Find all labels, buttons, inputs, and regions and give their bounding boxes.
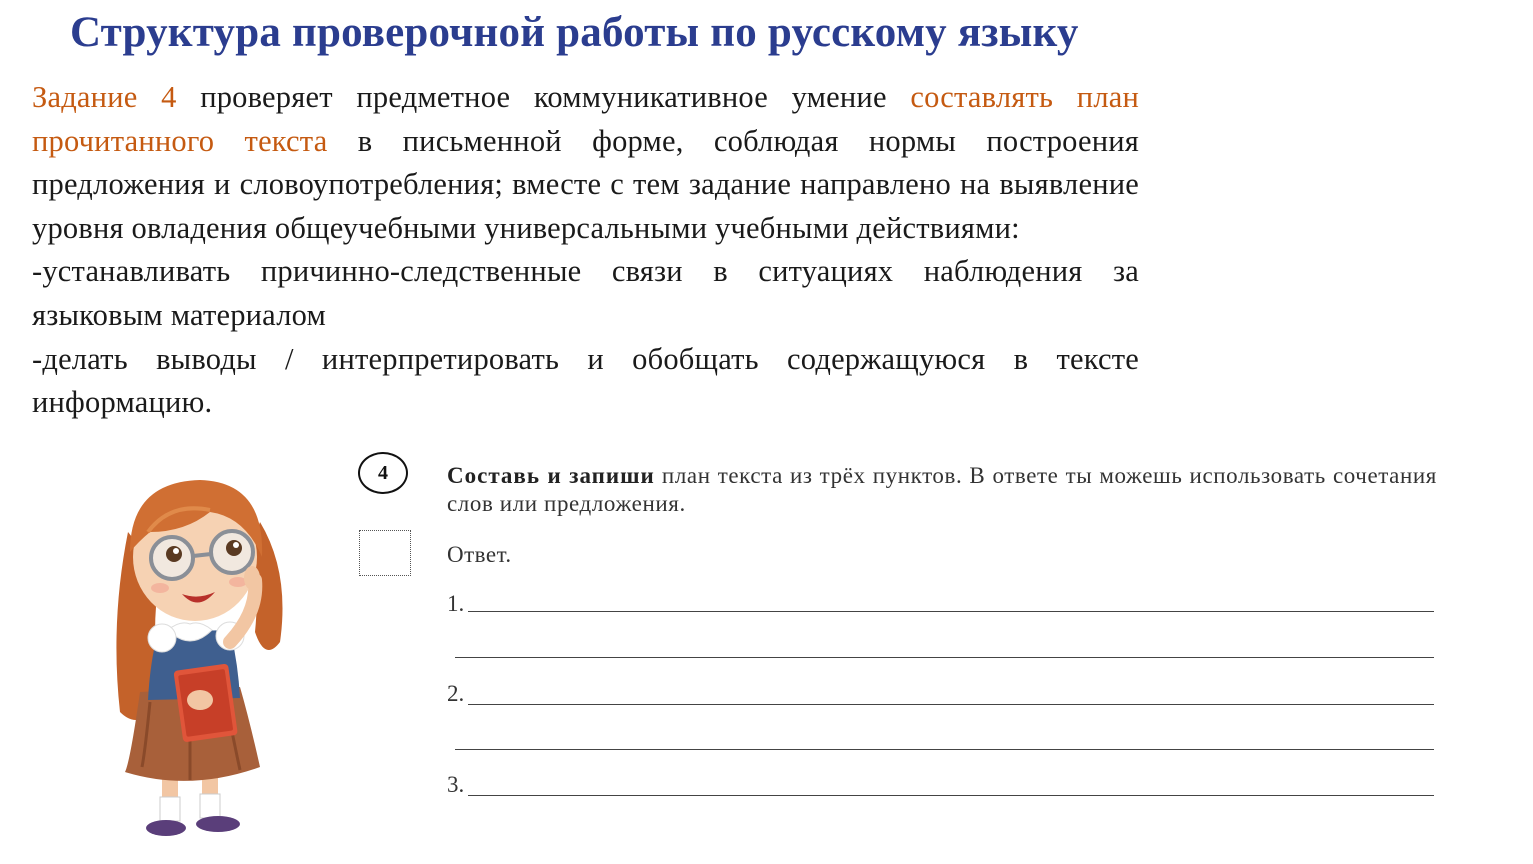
girl-illustration <box>90 462 340 854</box>
answer-line[interactable] <box>455 749 1434 750</box>
line-number: 1. <box>447 591 465 616</box>
description-text <box>32 76 1139 425</box>
page-title: Структура проверочной работы по русскому языку <box>70 9 1079 56</box>
task-bold-part: Составь и запиши <box>447 463 655 488</box>
intro-text-2: в письменной форме, соблюдая нормы построения предложения и словоупотребления; вместе с тем задание направлено на выявление уровня овладения общеучебными универсальными учебными действиями: <box>32 123 1139 245</box>
task-label: Задание 4 <box>32 80 177 114</box>
task-number-badge: 4 <box>358 452 408 494</box>
answer-label: Ответ. <box>447 542 512 567</box>
intro-text-1: проверяет предметное коммуникативное умение <box>176 80 911 114</box>
bullet-item: -делать выводы / интерпретировать и обобщать содержащуюся в тексте информацию. <box>32 341 1139 420</box>
line-number: 2. <box>447 681 465 706</box>
task-instruction <box>447 462 1437 518</box>
skill-highlight: составлять план прочитанного текста <box>32 80 1140 158</box>
score-box <box>359 530 411 576</box>
answer-line[interactable] <box>468 611 1434 612</box>
intro-paragraph <box>32 76 1139 250</box>
line-number: 3. <box>447 772 465 797</box>
answer-line[interactable] <box>468 704 1434 705</box>
answer-line[interactable] <box>455 657 1434 658</box>
task-text-rest: план текста из трёх пунктов. В ответе ты можешь использовать сочетания слов или предложения. <box>447 463 1437 516</box>
answer-line[interactable] <box>468 795 1434 796</box>
bullet-item: -устанавливать причинно-следственные связи в ситуациях наблюдения за языковым материалом <box>32 254 1139 332</box>
